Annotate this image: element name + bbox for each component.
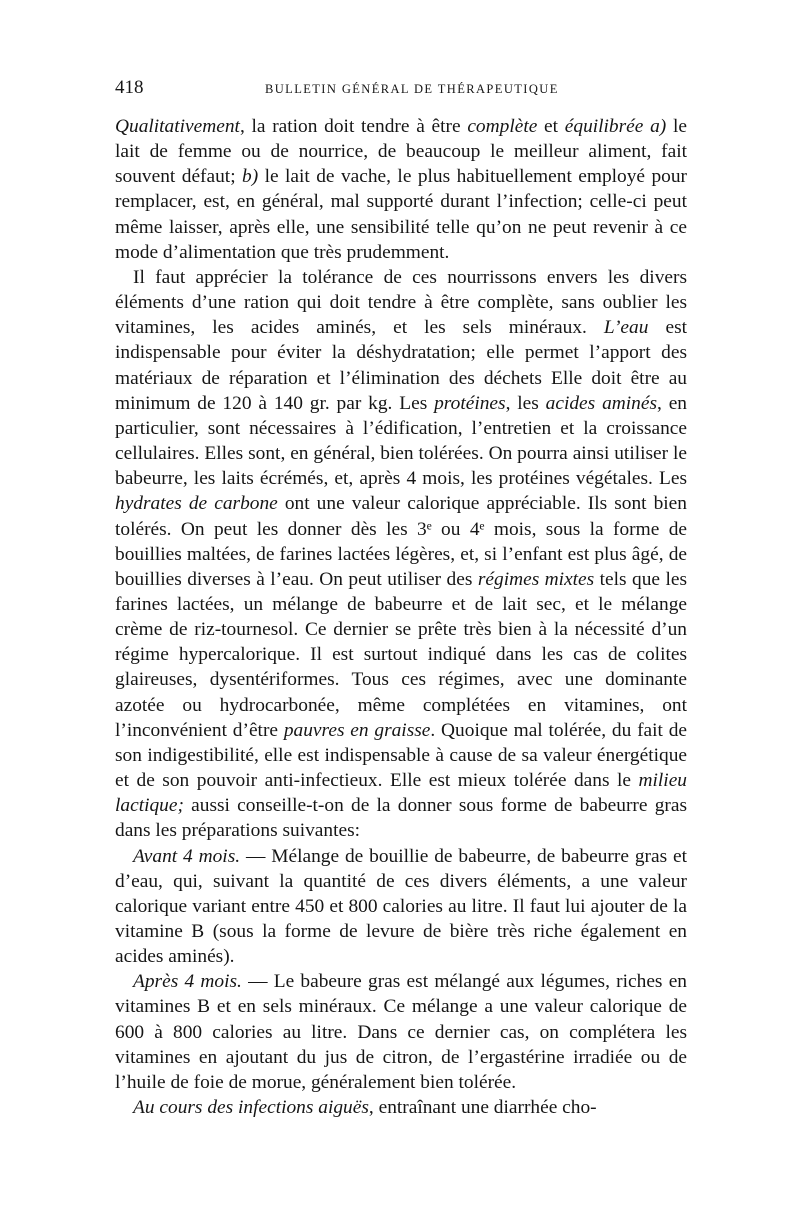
text-run: , les xyxy=(505,392,546,414)
italic-run: acides aminés xyxy=(545,392,657,414)
italic-run: équilibrée xyxy=(564,116,644,137)
page-number: 418 xyxy=(115,77,144,98)
text-run: , entraînant une diarrhée cho- xyxy=(368,1097,597,1119)
italic-run: hydrates de carbone xyxy=(115,493,278,515)
italic-run: Avant 4 mois. xyxy=(133,845,241,867)
text-run: ont une valeur calorique appréciable. Ils sont bien tolérés. On peut les donner dès les 3ᵉ ou 4ᵉ mois, sous la forme de bouillies maltées, de farines lactées légères, et, si l’enfant est plus âgé, de bouillies diverses à l’eau. On peut utiliser des xyxy=(115,493,687,590)
italic-run: complète xyxy=(467,116,538,137)
text-run: , en particulier, sont nécessaires à l’édification, l’entretien et la croissance cellulaires. Elles sont, en général, bien tolérées. On pourra ainsi utiliser le babeurre, les laits écrémés, et, après 4 mois, les protéines végétales. Les xyxy=(115,392,688,490)
italic-run: protéines xyxy=(434,392,506,414)
text-run: tels que les farines lactées, un mélange de babeurre et de lait sec, et le mélange crème de riz-tournesol. Ce dernier se prête très bien à la nécessité d’un régime hypercalorique. Il est surtout indiqué dans les cas de colites glaireuses, dysentériformes. Tous ces régimes, avec une dominante azotée ou hydrocarbonée, même complétées en vitamines, ont l’inconvénient d’être xyxy=(115,568,687,741)
text-run: et xyxy=(537,116,565,137)
paragraph-tolerance-elements xyxy=(115,265,687,844)
text-run: — Le babeure gras est mélangé aux légumes, riches en vitamines B et en sels minéraux. Ce mélange a une valeur calorique de 600 à 800 calories au litre. Dans ce dernier cas, on complétera les vitamines en ajoutant du jus de citron, de l’ergastérine irradiée ou de l’huile de foie de morue, généralement bien tolérée. xyxy=(115,971,688,1093)
text-run: , la ration doit tendre à être xyxy=(239,116,468,137)
paragraph-infections-aigues xyxy=(115,1095,687,1120)
body-text xyxy=(115,114,687,1120)
italic-run: milieu lactique; xyxy=(115,770,687,817)
italic-run: Qualitativement xyxy=(115,116,240,137)
paragraph-avant-4-mois xyxy=(115,844,687,970)
italic-run: Au cours des infections aiguës xyxy=(133,1097,369,1119)
paragraph-apres-4-mois xyxy=(115,969,687,1095)
text-run: le lait de femme ou de nourrice, de beaucoup le meilleur aliment, fait souvent défaut; xyxy=(115,116,687,188)
text-run: est indispensable pour éviter la déshydratation; elle permet l’apport des matériaux de réparation et l’élimination des déchets Elle doit être au minimum de 120 à 140 gr. par kg. Les xyxy=(115,317,688,414)
text-run: aussi conseille-t-on de la donner sous forme de babeurre gras dans les préparations suivantes: xyxy=(115,795,687,842)
text-run: Il faut apprécier la tolérance de ces nourrissons envers les divers éléments d’une ration qui doit tendre à être complète, sans oublier les vitamines, les acides aminés, et les sels minéraux. xyxy=(115,266,687,339)
text-run: le lait de vache, le plus habituellement employé pour remplacer, est, en général, mal supporté durant l’infection; celle-ci peut même laisser, après elle, une sensibilité telle qu’on ne peut revenir à ce mode d’alimentation que très prudemment. xyxy=(115,166,687,263)
italic-run: pauvres en graisse xyxy=(283,719,431,741)
italic-run: Après 4 mois. xyxy=(133,971,242,993)
journal-title: BULLETIN GÉNÉRAL DE THÉRAPEUTIQUE xyxy=(265,82,559,96)
text-run: . Quoique mal tolérée, du fait de son indigestibilité, elle est indispensable à cause de sa valeur énergétique et de son pouvoir anti-infectieux. Elle est mieux tolérée dans le xyxy=(115,719,688,792)
paragraph-ration-qualitative xyxy=(115,114,687,265)
italic-run: a) xyxy=(650,116,667,137)
italic-run: b) xyxy=(242,166,259,188)
italic-run: L’eau xyxy=(603,317,649,339)
italic-run: régimes mixtes xyxy=(477,568,595,590)
text-run: — Mélange de bouillie de babeurre, de babeurre gras et d’eau, qui, suivant la quantité de ces divers éléments, a une valeur calorique variant entre 450 et 800 calories au litre. Il faut lui ajouter de la vitamine B (sous la forme de levure de bière très riche également en acides aminés). xyxy=(115,845,688,968)
running-header xyxy=(115,76,685,100)
